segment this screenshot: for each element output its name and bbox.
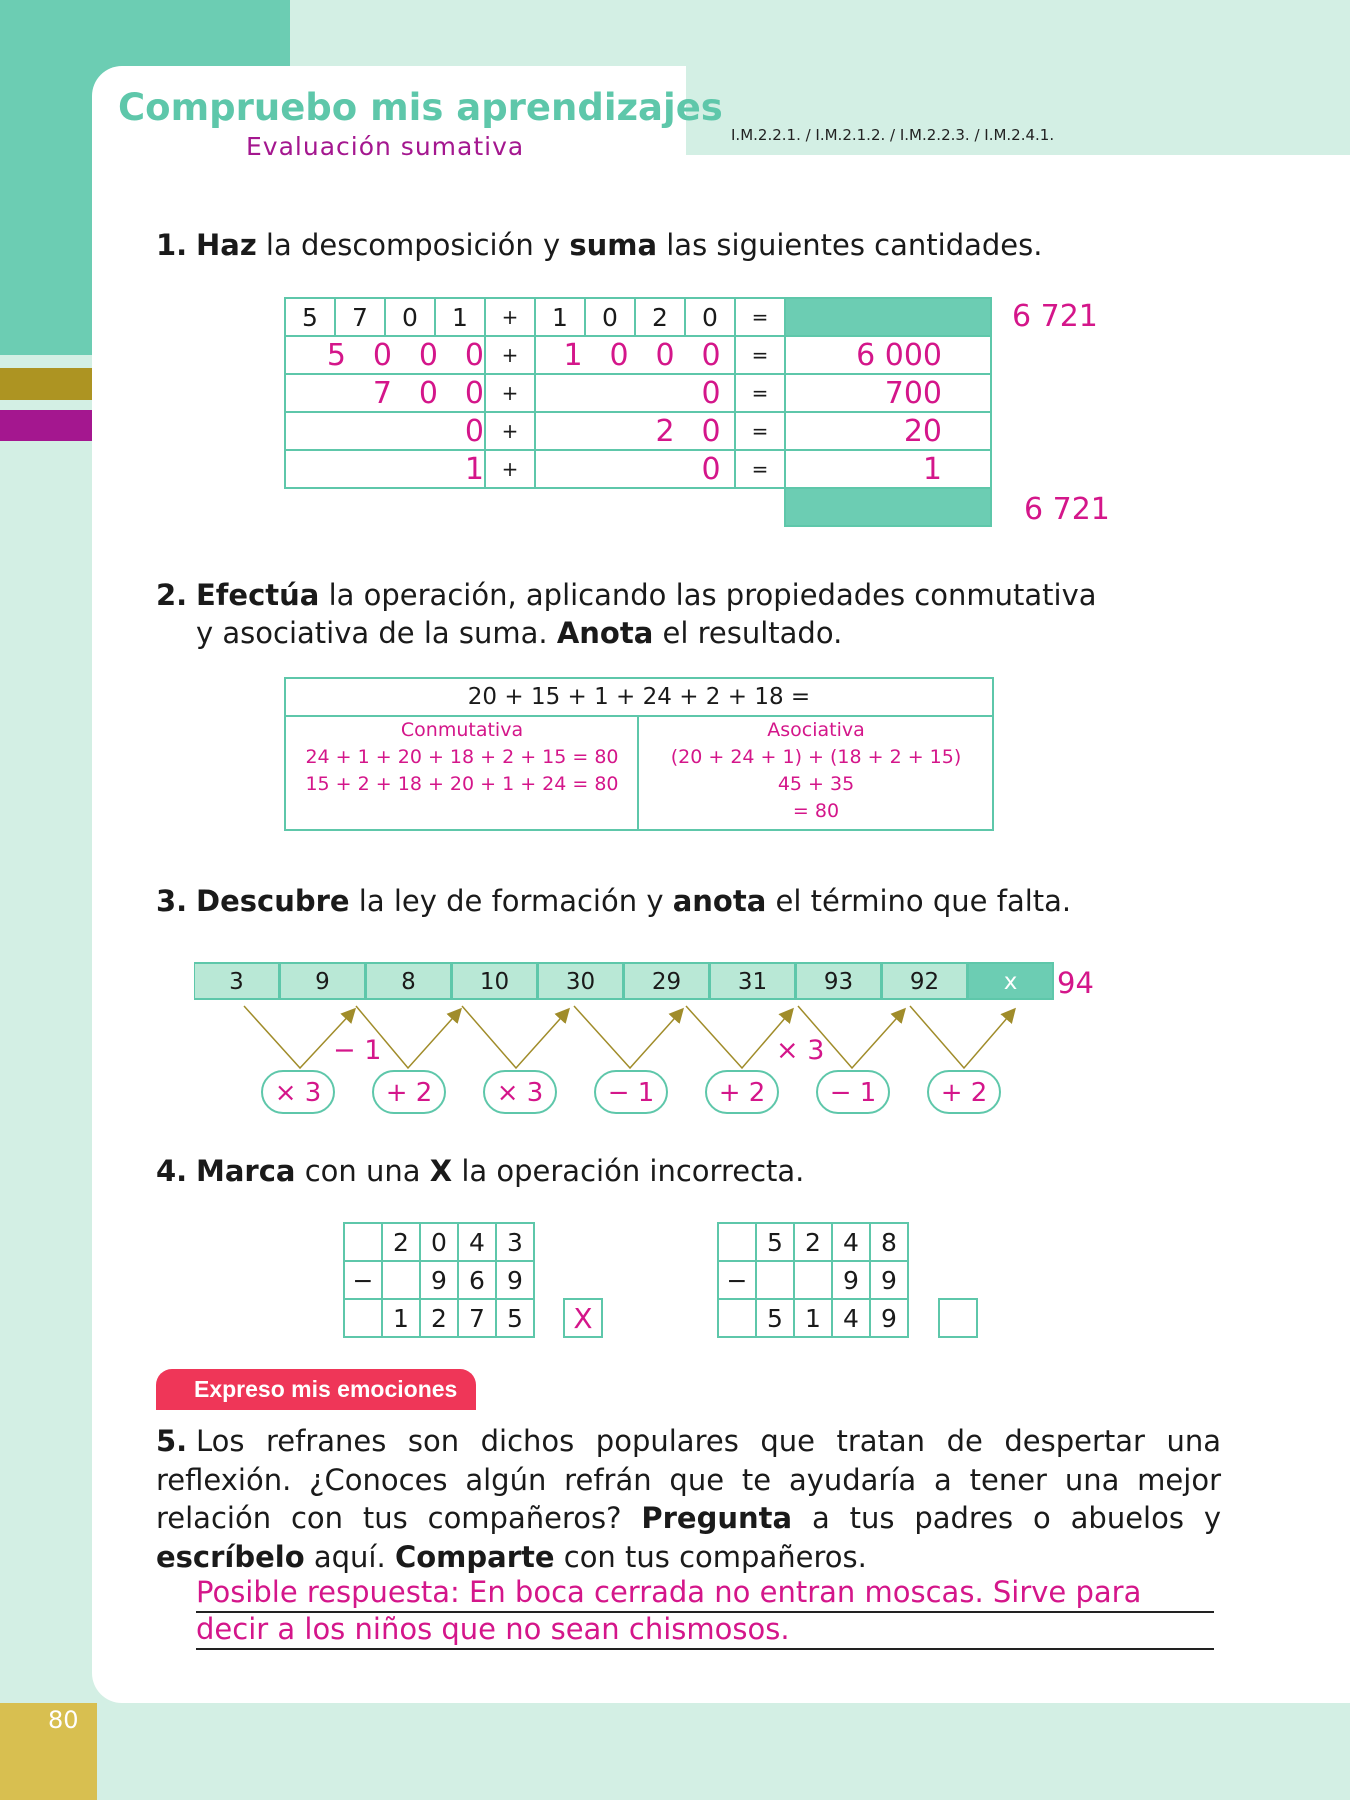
grid-cell: 1 [794, 1299, 832, 1337]
digit: 7 [372, 375, 392, 411]
answer-total: 6 721 [1024, 492, 1110, 527]
equals-cell: = [735, 374, 785, 412]
question-number: 4. [156, 1154, 188, 1188]
digit [642, 376, 688, 411]
question-text: Los refranes son dichos populares que tratan de despertar una reflexión. ¿Conoces algún refrán que te ayudaría a tener una mejor relación con tus compañeros? [156, 1424, 1221, 1535]
sequence-cell: 92 [882, 962, 968, 1000]
grid-cell: 8 [870, 1223, 908, 1261]
properties-table [284, 677, 994, 831]
sequence-cell: 9 [280, 962, 366, 1000]
grid-cell: 3 [496, 1223, 534, 1261]
grid-cell [794, 1261, 832, 1299]
right-number-cell [535, 412, 735, 450]
left-number-cell [285, 412, 485, 450]
table-row [718, 1299, 908, 1337]
sequence-cell: 8 [366, 962, 452, 1000]
sequence-cell: 30 [538, 962, 624, 1000]
table-row [285, 298, 991, 336]
page-subtitle: Evaluación sumativa [246, 132, 525, 161]
digit [392, 452, 438, 487]
grid-cell: 9 [870, 1299, 908, 1337]
digit: 0 [701, 413, 721, 449]
answer-line-1[interactable]: Posible respuesta: En boca cerrada no entran moscas. Sirve para [196, 1575, 1214, 1613]
decor-magenta-strip [0, 410, 92, 441]
equals-cell: = [735, 298, 785, 336]
sequence-cell: 31 [710, 962, 796, 1000]
question-text: las siguientes cantidades. [657, 228, 1043, 262]
grid-cell [344, 1299, 382, 1337]
operation-pill: − 1 [816, 1070, 890, 1114]
digit-cell: 5 [285, 298, 335, 336]
page-number: 80 [48, 1706, 79, 1734]
operation-pill: + 2 [705, 1070, 779, 1114]
question-number: 2. [156, 578, 188, 612]
digit: 5 [326, 337, 346, 373]
table-row [285, 488, 991, 526]
commutative-column [286, 717, 638, 798]
grid-cell: 5 [496, 1299, 534, 1337]
operator-cell: + [485, 450, 535, 488]
digit: 1 [563, 337, 583, 373]
question-text: aquí. [304, 1539, 395, 1574]
question-text: el término que falta. [766, 884, 1072, 918]
grid-cell: 5 [756, 1299, 794, 1337]
digit [596, 414, 642, 449]
question-verb: Descubre [196, 884, 350, 918]
answer-line-2[interactable]: decir a los niños que no sean chismosos. [196, 1612, 1214, 1650]
question-number: 5. [156, 1424, 188, 1458]
grid-cell: 9 [870, 1261, 908, 1299]
digit: 0 [464, 337, 484, 373]
question-text: a tus padres o abuelos y [792, 1501, 1221, 1535]
question-4 [156, 1154, 804, 1188]
digit [550, 414, 596, 449]
digit [596, 452, 642, 487]
digit [550, 376, 596, 411]
grid-cell [718, 1299, 756, 1337]
grid-cell [382, 1261, 420, 1299]
digit: 0 [418, 337, 438, 373]
question-verb: Efectúa [196, 578, 320, 612]
table-row [285, 374, 991, 412]
operator-cell: + [485, 298, 535, 336]
column-line: (20 + 24 + 1) + (18 + 2 + 15) [670, 746, 962, 768]
grid-cell: 2 [420, 1299, 458, 1337]
question-5 [156, 1422, 1221, 1576]
grid-cell: 9 [420, 1261, 458, 1299]
digit: 0 [418, 375, 438, 411]
column-line: 45 + 35 [777, 773, 855, 795]
digit: 0 [464, 413, 484, 449]
left-number-cell [285, 374, 485, 412]
subtraction-grid-1 [343, 1222, 535, 1338]
digit [596, 376, 642, 411]
table-row [344, 1299, 534, 1337]
left-number-cell [285, 450, 485, 488]
question-verb: Marca [196, 1154, 296, 1188]
subtraction-grid-2 [717, 1222, 909, 1338]
digit: 2 [655, 413, 675, 449]
digit [550, 452, 596, 487]
question-verb: X [429, 1154, 453, 1188]
question-text: con una [295, 1154, 430, 1188]
column-line: 15 + 2 + 18 + 20 + 1 + 24 = 80 [305, 773, 619, 795]
result-cell: 1 [785, 450, 991, 488]
sequence-cell: 10 [452, 962, 538, 1000]
digit: 1 [464, 451, 484, 487]
digit [346, 452, 392, 487]
associative-column [640, 717, 992, 825]
sequence-cell: 93 [796, 962, 882, 1000]
operator-cell: + [485, 412, 535, 450]
grid-cell [756, 1261, 794, 1299]
grid-cell: − [718, 1261, 756, 1299]
operation-pill: × 3 [483, 1070, 557, 1114]
digit: 0 [701, 337, 721, 373]
question-3 [156, 884, 1071, 918]
right-number-cell [535, 450, 735, 488]
question-text: la ley de formación y [349, 884, 673, 918]
equals-cell: = [735, 450, 785, 488]
total-cell [785, 488, 991, 526]
question-text: la operación incorrecta. [452, 1154, 805, 1188]
right-number-cell [535, 336, 735, 374]
equals-cell: = [735, 336, 785, 374]
digit: 0 [372, 337, 392, 373]
grid-cell: − [344, 1261, 382, 1299]
equals-cell: = [735, 412, 785, 450]
digit-cell: 0 [685, 298, 735, 336]
answer-top: 6 721 [1012, 299, 1098, 334]
grid-cell: 1 [382, 1299, 420, 1337]
operation-pill: + 2 [927, 1070, 1001, 1114]
question-text: y asociativa de la suma. [196, 616, 557, 650]
grid-cell: 4 [458, 1223, 496, 1261]
digit: 0 [655, 337, 675, 373]
result-cell: 20 [785, 412, 991, 450]
grid-cell [718, 1223, 756, 1261]
digit-cell: 1 [435, 298, 485, 336]
emotions-badge: Expreso mis emociones [156, 1369, 476, 1410]
decor-olive-strip [0, 368, 92, 400]
result-cell: 6 000 [785, 336, 991, 374]
column-title: Conmutativa [400, 719, 524, 741]
sequence-strip [194, 962, 1054, 1000]
table-row [718, 1261, 908, 1299]
grid-cell: 6 [458, 1261, 496, 1299]
operator-cell: + [485, 374, 535, 412]
digit [392, 414, 438, 449]
table-row [344, 1261, 534, 1299]
side-label: − 1 [333, 1035, 382, 1066]
digit-cell: 0 [385, 298, 435, 336]
question-verb: Comparte [394, 1539, 555, 1574]
question-verb: escríbelo [156, 1539, 305, 1574]
grid-cell: 7 [458, 1299, 496, 1337]
indicator-codes: I.M.2.2.1. / I.M.2.1.2. / I.M.2.2.3. / I.M.2.4.1. [731, 126, 1055, 144]
question-number: 1. [156, 228, 188, 262]
operator-cell: + [485, 336, 535, 374]
operation-pill: + 2 [372, 1070, 446, 1114]
digit [300, 452, 346, 487]
grid-cell: 2 [382, 1223, 420, 1261]
page-title: Compruebo mis aprendizajes [118, 86, 723, 129]
grid-cell: 4 [832, 1223, 870, 1261]
table-row [285, 412, 991, 450]
question-verb: suma [569, 228, 658, 262]
table-row [344, 1223, 534, 1261]
decomposition-table [284, 297, 992, 527]
table-row [718, 1223, 908, 1261]
side-label: × 3 [776, 1035, 825, 1066]
column-line: = 80 [792, 800, 840, 822]
digit-cell: 0 [585, 298, 635, 336]
grid-cell: 9 [496, 1261, 534, 1299]
question-verb: Anota [556, 616, 654, 650]
spacer [285, 488, 785, 526]
expression: 20 + 15 + 1 + 24 + 2 + 18 = [286, 679, 992, 717]
operation-pill: × 3 [261, 1070, 335, 1114]
question-verb: anota [672, 884, 767, 918]
column-line: 24 + 1 + 20 + 18 + 2 + 15 = 80 [305, 746, 619, 768]
result-cell: 700 [785, 374, 991, 412]
sequence-cell: 3 [194, 962, 280, 1000]
sequence-answer: 94 [1057, 966, 1094, 1000]
question-verb: Haz [196, 228, 257, 262]
digit-cell: 1 [535, 298, 585, 336]
grid-cell: 4 [832, 1299, 870, 1337]
digit-cell: 2 [635, 298, 685, 336]
column-title: Asociativa [767, 719, 865, 741]
digit [300, 414, 346, 449]
grid-cell [344, 1223, 382, 1261]
question-verb: Pregunta [641, 1501, 793, 1535]
answer-checkbox-2[interactable] [938, 1298, 978, 1338]
table-row [285, 336, 991, 374]
digit [642, 452, 688, 487]
left-number-cell [285, 336, 485, 374]
result-cell-empty [785, 298, 991, 336]
grid-cell: 2 [794, 1223, 832, 1261]
question-number: 3. [156, 884, 188, 918]
table-row [285, 450, 991, 488]
question-text: el resultado. [653, 616, 843, 650]
question-1 [156, 228, 1042, 262]
grid-cell: 0 [420, 1223, 458, 1261]
digit [300, 376, 346, 411]
answer-checkbox-1[interactable]: X [563, 1298, 603, 1338]
right-number-cell [535, 374, 735, 412]
question-text: la descomposición y [256, 228, 570, 262]
digit: 0 [701, 375, 721, 411]
question-2 [156, 576, 1097, 652]
sequence-cell-missing: x [968, 962, 1054, 1000]
question-text: la operación, aplicando las propiedades conmutativa [319, 578, 1097, 612]
grid-cell: 9 [832, 1261, 870, 1299]
sequence-cell: 29 [624, 962, 710, 1000]
digit-cell: 7 [335, 298, 385, 336]
digit: 0 [701, 451, 721, 487]
grid-cell: 5 [756, 1223, 794, 1261]
digit [346, 414, 392, 449]
digit: 0 [609, 337, 629, 373]
digit: 0 [464, 375, 484, 411]
operation-pill: − 1 [594, 1070, 668, 1114]
question-text: con tus compañeros. [554, 1539, 867, 1574]
